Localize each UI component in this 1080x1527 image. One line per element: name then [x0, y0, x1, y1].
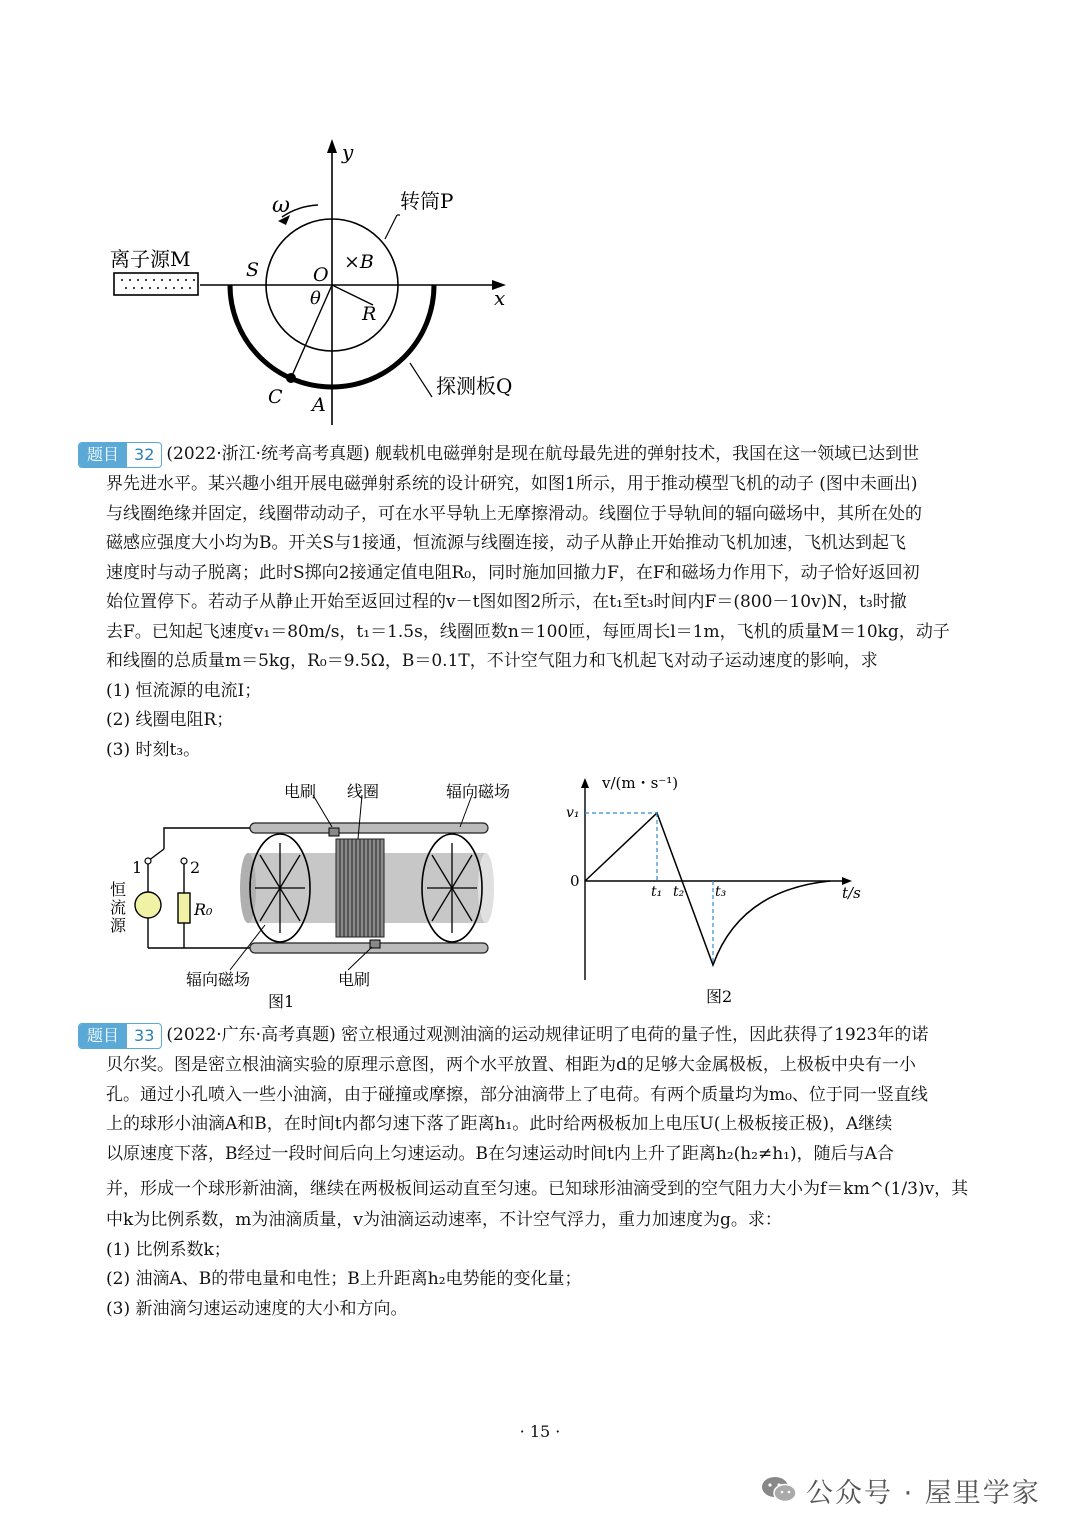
radial-field-bottom-label: 辐向磁场 — [186, 970, 251, 989]
footer-brand: 公众号 · 屋里学家 — [806, 1477, 1041, 1509]
q32-text-5: 始位置停下。若动子从静止开始至返回过程的v－t图如图2所示，在t₁至t₃时间内F＝(800－10v)N，t₃时撤 — [106, 592, 907, 612]
q32-sub-1: (1) 恒流源的电流I； — [106, 680, 262, 701]
question-33-body — [106, 1051, 998, 1324]
brush-bottom-label: 电刷 — [338, 970, 371, 989]
q33-sub-3: (3) 新油滴匀速运动速度的大小和方向。 — [106, 1298, 408, 1319]
question-32-body — [106, 470, 998, 765]
q33-text-6: 中k为比例系数，m为油滴质量，v为油滴运动速率，不计空气浮力，重力加速度为g。求： — [106, 1210, 782, 1230]
t3-label: t₃ — [715, 884, 727, 900]
r0-label: R₀ — [194, 900, 213, 919]
t-axis-label: t/s — [842, 884, 861, 902]
q33-text-1: 贝尔奖。图是密立根油滴实验的原理示意图，两个水平放置、相距为d的足够大金属极板，上极板中央有一小 — [106, 1055, 916, 1075]
q33-line-0 — [78, 1021, 998, 1051]
question-33 — [78, 1021, 998, 1051]
figure-2-caption: 图2 — [706, 987, 733, 1006]
point-a-label: A — [312, 394, 326, 416]
theta-label: θ — [310, 288, 321, 309]
q32-text-2: 与线圈绝缘并固定，线圈带动动子，可在水平导轨上无摩擦滑动。线圈位于导轨间的辐向磁场中，其所在处的 — [106, 503, 922, 524]
source-char-1: 恒 — [110, 880, 127, 899]
q32-text-0: (2022·浙江·统考高考真题) 舰载机电磁弹射是现在航母最先进的弹射技术，我国在这一领域已达到世 — [166, 444, 920, 464]
q33-sub-1: (1) 比例系数k； — [106, 1239, 231, 1260]
figure-rotating-cylinder — [100, 135, 540, 435]
q32-text-4: 速度时与动子脱离；此时S掷向2接通定值电阻R₀，同时施加回撤力F，在F和磁场力作用下，动子恰好返回初 — [106, 562, 920, 583]
q32-line-0 — [78, 440, 998, 470]
tag-word: 题目 — [79, 1024, 127, 1048]
magnetic-field-label: ×B — [344, 251, 374, 273]
q32-text-1: 界先进水平。某兴趣小组开展电磁弹射系统的设计研究，如图1所示，用于推动模型飞机的动子 (图中未画出) — [106, 474, 918, 494]
ion-source-label: 离子源M — [110, 247, 191, 271]
question-tag — [78, 442, 162, 468]
t1-label: t₁ — [651, 884, 663, 900]
wechat-icon — [760, 1474, 798, 1506]
omega-label: ω — [272, 193, 290, 218]
switch-1-label: 1 — [132, 858, 143, 877]
detector-label: 探测板Q — [436, 374, 513, 398]
radial-field-top-label: 辐向磁场 — [446, 782, 511, 801]
figure-1-caption: 图1 — [268, 992, 295, 1010]
v1-label: v₁ — [566, 805, 580, 821]
footer-watermark — [760, 1470, 1041, 1510]
q33-text-4: 以原速度下落，B经过一段时间后向上匀速运动。B在匀速运动时间t内上升了距离h₂(h₂≠h₁)，随后与A合 — [106, 1143, 894, 1164]
point-s-label: S — [246, 259, 260, 281]
tag-number: 33 — [134, 1025, 155, 1045]
source-char-3: 源 — [110, 916, 127, 935]
q32-sub-3: (3) 时刻t₃。 — [106, 739, 201, 760]
switch-2-label: 2 — [190, 858, 201, 877]
page-number: · 15 · — [519, 1422, 561, 1441]
figure-2-vt-graph — [560, 770, 880, 1010]
question-32 — [78, 440, 998, 470]
tag-word: 题目 — [79, 443, 127, 467]
source-char-2: 流 — [110, 898, 127, 917]
q32-text-3: 磁感应强度大小均为B。开关S与1接通，恒流源与线圈连接，动子从静止开始推动飞机加速，飞机达到起飞 — [106, 533, 906, 553]
radius-label: R — [362, 303, 377, 325]
q33-text-3: 上的球形小油滴A和B，在时间t内都匀速下落了距离h₁。此时给两极板加上电压U(上极板接正极)，A继续 — [106, 1114, 893, 1134]
tag-number: 32 — [134, 444, 155, 464]
point-c-label: C — [268, 386, 283, 408]
x-axis-label: x — [494, 286, 506, 310]
q33-text-0: (2022·广东·高考真题) 密立根通过观测油滴的运动规律证明了电荷的量子性，因此获得了1923年的诺 — [166, 1025, 929, 1045]
origin-label: O — [313, 264, 329, 286]
y-axis-label: y — [342, 140, 354, 164]
q32-text-6: 去F。已知起飞速度v₁＝80m/s，t₁＝1.5s，线圈匝数n＝100匝，每匝周长l＝1m，飞机的质量M＝10kg，动子 — [106, 621, 950, 642]
zero-label: 0 — [570, 872, 580, 890]
q32-sub-2: (2) 线圈电阻R； — [106, 710, 234, 730]
coil-label: 线圈 — [347, 782, 380, 801]
question-tag — [78, 1023, 162, 1049]
q32-text-7: 和线圈的总质量m＝5kg，R₀＝9.5Ω，B＝0.1T，不计空气阻力和飞机起飞对动子运动速度的影响，求 — [106, 651, 878, 671]
cylinder-label: 转筒P — [400, 189, 454, 213]
t2-label: t₂ — [673, 884, 685, 900]
q33-sub-2: (2) 油滴A、B的带电量和电性；B上升距离h₂电势能的变化量； — [106, 1269, 582, 1289]
figure-1-electromagnetic-launcher — [100, 775, 520, 1010]
q33-text-5: 并，形成一个球形新油滴，继续在两极板间运动直至匀速。已知球形油滴受到的空气阻力大小为f＝km^(1/3)v，其 — [106, 1179, 969, 1199]
v-axis-label: v/(m・s⁻¹) — [602, 774, 679, 792]
brush-top-label: 电刷 — [284, 782, 317, 801]
q33-text-2: 孔。通过小孔喷入一些小油滴，由于碰撞或摩擦，部分油滴带上了电荷。有两个质量均为m₀、位于同一竖直线 — [106, 1084, 928, 1105]
